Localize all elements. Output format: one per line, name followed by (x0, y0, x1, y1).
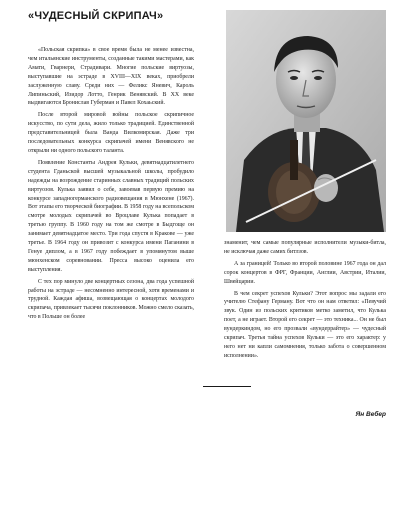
left-column (28, 46, 194, 325)
paragraph: «Польская скрипка» в свое время была не менее известна, чем итальянские инструменты, созданные такими мастерами, как Амати, Гварнери, Страдивари. Многие польские виртуозы, выступавшие на эстраде в XVIII—XIX веках, приобрели заслуженную славу. Среди них — Феликс Яневич, Кароль Липиньский, Изидор Лотто, Генрик Венявский. В XX веке выдвигаются Бронислав Губерман и Павел Кохаьский. (28, 47, 194, 107)
article-title: «ЧУДЕСНЫЙ СКРИПАЧ» (28, 10, 164, 22)
paragraph: С тех пор минуло две концертных сезона, два года успешной работы на эстраде — несомненно интересной, хотя временами и трудной. Каждая афиша, возвещающая о концертах молодого скрипача, привлекает тысячи поклонников. Можно смело сказать, что в Польше он более (28, 278, 194, 321)
author-signature: Ян Вебер (355, 411, 386, 418)
paragraph: В чем секрет успехов Кульки? Этот вопрос мы задали его учителю Стефану Герману. Вот что он нам ответил: «Певучий звук. Один из польских критиков метко заметил, что Кулька поет, а не играет. Второй его секрет — это техника... Он не был вундеркиндом, но его прозвали «вундеррайтер» — чудесный скрипач. Третья тайна успехов Кульки — это его характер: у него нет ни капли самомнения, только забота о совершенном исполнении». (224, 290, 386, 359)
paragraph: А за границей! Только во второй половине 1967 года он дал сорок концертов в ФРГ, Франции, Англии, Австрии, Италии, Швейцарии. (224, 260, 386, 285)
violinist-photo (226, 10, 386, 232)
paragraph: После второй мировой войны польское скрипичное искусство, по сути дела, жило только традицией. Единственной представительницей была Ванда Вилкомирская. Даже три последовательных конкурса скрипачей имени Венявского не открыли ни одного польского таланта. (28, 112, 194, 154)
paragraph: Появление Константы Андрея Кульки, девятнадцатилетнего студента Гданьской высшей музыкальной школы, пробудило надежды на возрождение старинных славных традиций польских виртуозов. Кулька заявил о себе, завоевав первую премию на конкурсе западногерманского радиовещания в Мюнхене (1967). Вот этапы его творческой биографии. В 1958 году на всепольском смотре молодых скрипачей во Вроцлаве Кулька попадает в третью группу. В 1960 году на том же смотре в Быдгоще он занимает девятнадцатое место. Три года спустя в Кракове — уже третье. В 1964 году он привозит с конкурса имени Паганини в Генуе диплом, а в 1967 году побеждает в упомянутом выше мюнхенском соревновании. Пресса высоко оценила его выступления. (28, 159, 194, 273)
divider (203, 386, 251, 387)
right-column (224, 239, 386, 364)
paragraph: знаменит, чем самые популярные исполнители музыки-битла, не исключая даже самих битлзов. (224, 240, 386, 255)
